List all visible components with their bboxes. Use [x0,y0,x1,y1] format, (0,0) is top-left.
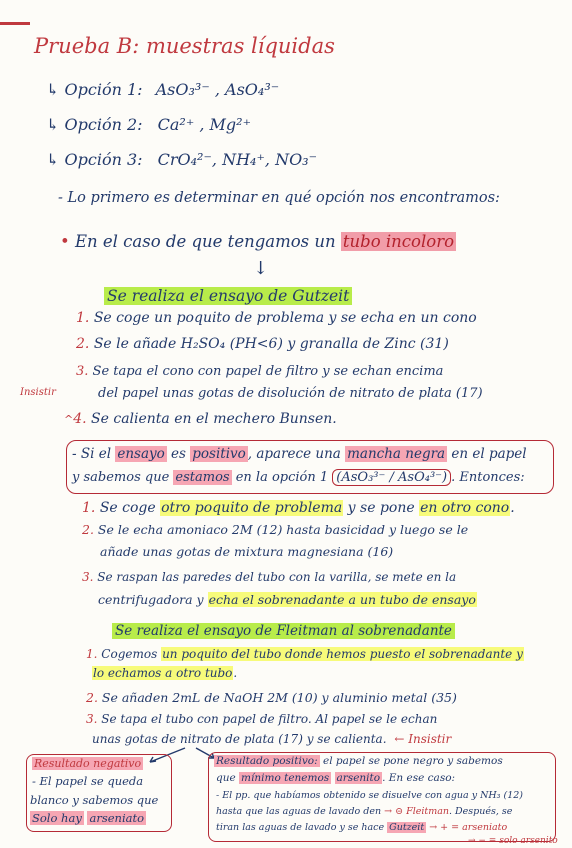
step-text: añade unas gotas de mixtura magnesiana (16) [100,544,394,559]
text: - Si el [72,446,112,462]
text-highlight: mancha negra [347,446,446,462]
text-highlight: estamos [175,470,230,485]
option-1-value: AsO₃³⁻ , AsO₄³⁻ [155,80,280,99]
insistir-note: Insistir [20,387,56,398]
step-number: 2. [82,522,94,537]
step-text: . [510,500,515,516]
text: en la opción 1 [235,470,329,485]
step-number: 3. [86,712,98,726]
pos-line-2 [216,772,455,784]
negative-line-1: - El papel se queda [32,774,144,788]
pos-line-1 [214,755,503,767]
text-highlight: ensayo [117,446,165,462]
text: (AsO₃³⁻ / AsO₄³⁻) [332,469,451,486]
step-text: Se le echa amoniaco 2M (12) hasta basicidad y luego se le [97,522,469,537]
pos-line-4 [216,806,512,817]
step-text: Se calienta en el mechero Bunsen. [91,411,337,427]
step-highlight: otro poquito de problema [161,500,343,516]
negative-line-2: blanco y sabemos que [30,793,159,807]
case-prefix: En el caso de que tengamos un [74,232,336,251]
pos-line-3: - El pp. que habíamos obtenido se disuelve con agua y NH₃ (12) [216,790,524,801]
step-text: unas gotas de nitrato de plata (17) y se calienta. [92,732,387,746]
text: que [216,772,236,784]
pos-line-5 [216,822,507,833]
page-title: Prueba B: muestras líquidas [34,34,335,58]
negative-line-3 [30,811,146,825]
text: → ⊝ Fleitman [384,806,450,817]
option-arrow-icon: ↳ [46,150,60,169]
step-number: 3. [76,364,89,379]
option-3-value: CrO₄²⁻, NH₄⁺, NO₃⁻ [157,150,318,169]
step-text: Se añaden 2mL de NaOH 2M (10) y aluminio metal (35) [101,690,457,705]
text: tiran las aguas de lavado y se hace [216,822,385,833]
text-highlight: Resultado positivo: [216,755,318,767]
text-highlight: positivo [192,446,246,462]
step-number: 4. [73,411,87,427]
text: → + = arseniato [429,822,508,833]
step-highlight: echa el sobrenadante a un tubo de ensayo [208,592,476,607]
step-highlight: lo echamos a otro tubo [93,666,233,680]
text: . Después, se [449,806,513,817]
insistir-note-2: ← Insistir [394,732,452,746]
text-highlight: arsenito [336,772,381,784]
step-number: 2. [76,336,90,352]
step-number: 3. [82,570,94,584]
step-text: y se pone [347,500,415,516]
text: en el papel [451,446,527,462]
step-text: Se tapa el cono con papel de filtro y se echan encima [92,364,444,379]
text-highlight: mínimo tenemos [241,772,330,784]
step-text: . [233,666,238,680]
text: . En ese caso: [382,772,456,784]
step-text: Cogemos [101,647,158,661]
step-highlight: en otro cono [420,500,510,516]
option-2-label: Opción 2: [64,115,143,134]
step-text: del papel unas gotas de disolución de nitrato de plata (17) [98,386,483,401]
option-1-label: Opción 1: [64,80,143,99]
text: . Entonces: [451,470,525,485]
text-highlight: Gutzeit [389,822,425,833]
text: hasta que las aguas de lavado den [216,806,382,817]
step-text: Se coge un poquito de problema y se echa en un cono [93,310,477,326]
bullet-icon: • [60,232,70,251]
intro-text: - Lo primero es determinar en qué opción nos encontramos: [58,190,500,206]
step-text: Se raspan las paredes del tubo con la varilla, se mete en la [97,570,457,584]
step-highlight: un poquito del tubo donde hemos puesto el sobrenadante y [162,647,523,661]
negative-title [32,757,143,770]
text-highlight: Solo hay [32,811,82,825]
option-2-value: Ca²⁺ , Mg²⁺ [157,115,252,134]
text: el papel se pone negro y sabemos [323,755,503,767]
text: es [171,446,186,462]
down-arrow-icon: ↓ [253,258,269,279]
text: y sabemos que [72,470,170,485]
gutzeit-heading-text: Se realiza el ensayo de Gutzeit [104,287,352,305]
step-number: ^ [64,413,74,426]
text-highlight: arseniato [89,811,145,825]
option-arrow-icon: ↳ [46,115,60,134]
step-text: Se coge [99,500,156,516]
step-number: 1. [86,647,98,661]
negative-title-text: Resultado negativo [34,757,142,770]
text: , aparece una [247,446,341,462]
step-number: 2. [86,690,98,705]
pos-line-6: → − = solo arsenito [468,836,558,846]
step-number: 1. [82,500,96,516]
step-text: Se le añade H₂SO₄ (PH<6) y granalla de Zinc (31) [93,336,449,352]
step-text: Se tapa el tubo con papel de filtro. Al papel se le echan [101,712,438,726]
option-arrow-icon: ↳ [46,80,60,99]
fleitman-heading-text: Se realiza el ensayo de Fleitman al sobrenadante [112,623,455,639]
case-highlight: tubo incoloro [342,232,455,251]
step-number: 1. [76,310,90,326]
step-text: centrifugadora y [98,592,204,607]
option-3-label: Opción 3: [64,150,143,169]
